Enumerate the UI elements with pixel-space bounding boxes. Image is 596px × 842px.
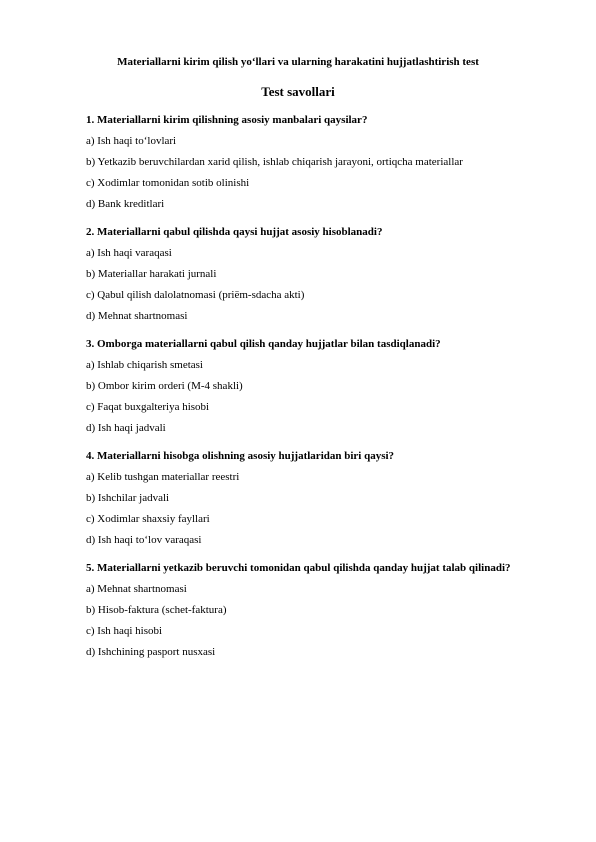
answer-option-d: d) Mehnat shartnomasi xyxy=(86,310,188,322)
answer-option-d: d) Ish haqi jadvali xyxy=(86,422,166,434)
question-4 xyxy=(86,448,566,548)
document-title: Materiallarni kirim qilish yo‘llari va ularning harakatini hujjatlashtirish test xyxy=(117,56,479,68)
question-text: 4. Materiallarni hisobga olishning asosiy hujjatlaridan biri qaysi? xyxy=(86,450,395,462)
question-5 xyxy=(86,560,566,660)
answer-option-a: a) Kelib tushgan materiallar reestri xyxy=(86,471,240,483)
document-subtitle: Test savollari xyxy=(261,84,335,99)
answer-option-b: b) Ombor kirim orderi (M-4 shakli) xyxy=(86,380,243,392)
answer-option-b: b) Hisob-faktura (schet-faktura) xyxy=(86,604,227,616)
question-1 xyxy=(86,112,566,212)
question-3 xyxy=(86,336,566,436)
question-text: 3. Omborga materiallarni qabul qilish qanday hujjatlar bilan tasdiqlanadi? xyxy=(86,338,441,350)
question-2 xyxy=(86,224,566,324)
answer-option-b: b) Ishchilar jadvali xyxy=(86,492,170,504)
answer-option-c: c) Xodimlar tomonidan sotib olinishi xyxy=(86,177,250,189)
answer-option-c: c) Faqat buxgalteriya hisobi xyxy=(86,401,210,413)
answer-option-a: a) Ish haqi to‘lovlari xyxy=(86,135,177,147)
answer-option-b: b) Materiallar harakati jurnali xyxy=(86,268,217,280)
answer-option-c: c) Ish haqi hisobi xyxy=(86,625,163,637)
question-text: 5. Materiallarni yetkazib beruvchi tomonidan qabul qilishda qanday hujjat talab qilinadi? xyxy=(86,562,511,574)
question-list xyxy=(86,112,566,672)
answer-option-a: a) Ishlab chiqarish smetasi xyxy=(86,359,203,371)
question-text: 2. Materiallarni qabul qilishda qaysi hujjat asosiy hisoblanadi? xyxy=(86,226,383,238)
question-text: 1. Materiallarni kirim qilishning asosiy manbalari qaysilar? xyxy=(86,114,368,126)
answer-option-c: c) Qabul qilish dalolatnomasi (priëm-sdacha akti) xyxy=(86,289,305,301)
answer-option-a: a) Ish haqi varaqasi xyxy=(86,247,172,259)
answer-option-c: c) Xodimlar shaxsiy fayllari xyxy=(86,513,210,525)
answer-option-d: d) Ish haqi to‘lov varaqasi xyxy=(86,534,202,546)
answer-option-d: d) Bank kreditlari xyxy=(86,198,165,210)
answer-option-a: a) Mehnat shartnomasi xyxy=(86,583,187,595)
answer-option-b: b) Yetkazib beruvchilardan xarid qilish, ishlab chiqarish jarayoni, ortiqcha materiallar xyxy=(86,156,463,168)
answer-option-d: d) Ishchining pasport nusxasi xyxy=(86,646,216,658)
